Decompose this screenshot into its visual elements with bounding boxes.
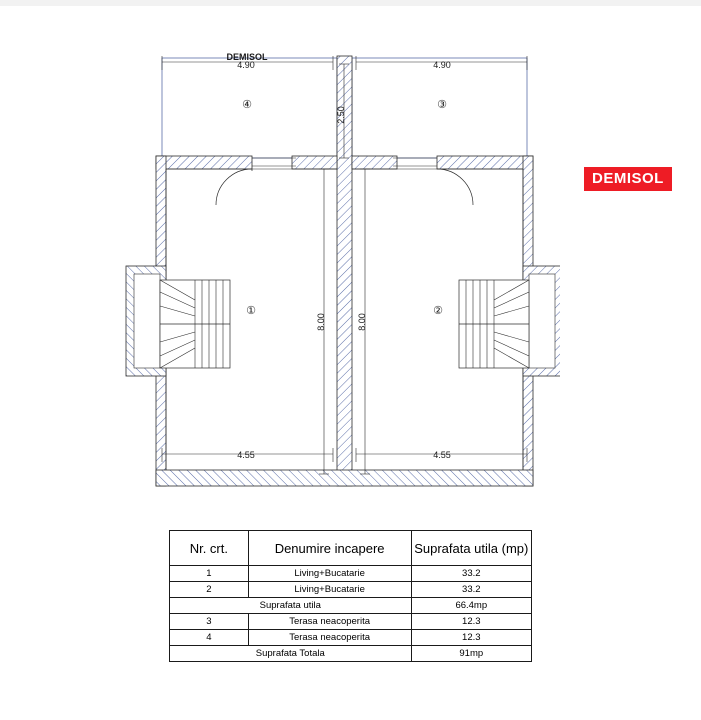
top-strip — [0, 0, 701, 6]
cell-nr: 4 — [170, 630, 249, 646]
table-header-row — [170, 531, 532, 566]
table-subtotal-row — [170, 598, 532, 614]
room-marker-2: ② — [433, 305, 443, 317]
level-badge: DEMISOL — [584, 167, 672, 191]
cell-area: 33.2 — [411, 566, 531, 582]
cell-nr: 3 — [170, 614, 249, 630]
cell-name: Terasa neacoperita — [248, 630, 411, 646]
dim-right-vertical: 8.00 — [357, 313, 367, 331]
room-marker-4: ④ — [242, 99, 252, 111]
subtotal-label: Suprafata utila — [170, 598, 412, 614]
dim-center-vertical: 2.50 — [336, 106, 346, 124]
cell-name: Living+Bucatarie — [248, 566, 411, 582]
header-nr: Nr. crt. — [170, 531, 249, 566]
room-schedule — [169, 530, 532, 662]
cell-nr: 1 — [170, 566, 249, 582]
room-marker-3: ③ — [437, 99, 447, 111]
dim-top-right: 4.90 — [433, 60, 451, 70]
cell-name: Terasa neacoperita — [248, 614, 411, 630]
table-row — [170, 582, 532, 598]
room-marker-1: ① — [246, 305, 256, 317]
header-name: Denumire incapere — [248, 531, 411, 566]
table-row — [170, 566, 532, 582]
total-label: Suprafata Totala — [170, 646, 412, 662]
floor-plan-drawing — [120, 30, 560, 490]
dim-top-left: 4.90 — [237, 60, 255, 70]
cell-nr: 2 — [170, 582, 249, 598]
dim-bottom-left: 4.55 — [237, 450, 255, 460]
table-row — [170, 630, 532, 646]
dim-left-vertical: 8.00 — [316, 313, 326, 331]
plan-title: DEMISOL — [226, 52, 268, 62]
room-schedule-table — [169, 530, 532, 662]
table-total-row — [170, 646, 532, 662]
total-area: 91mp — [411, 646, 531, 662]
cell-area: 33.2 — [411, 582, 531, 598]
subtotal-area: 66.4mp — [411, 598, 531, 614]
header-area: Suprafata utila (mp) — [411, 531, 531, 566]
cell-area: 12.3 — [411, 614, 531, 630]
cell-area: 12.3 — [411, 630, 531, 646]
cell-name: Living+Bucatarie — [248, 582, 411, 598]
table-row — [170, 614, 532, 630]
dim-bottom-right: 4.55 — [433, 450, 451, 460]
